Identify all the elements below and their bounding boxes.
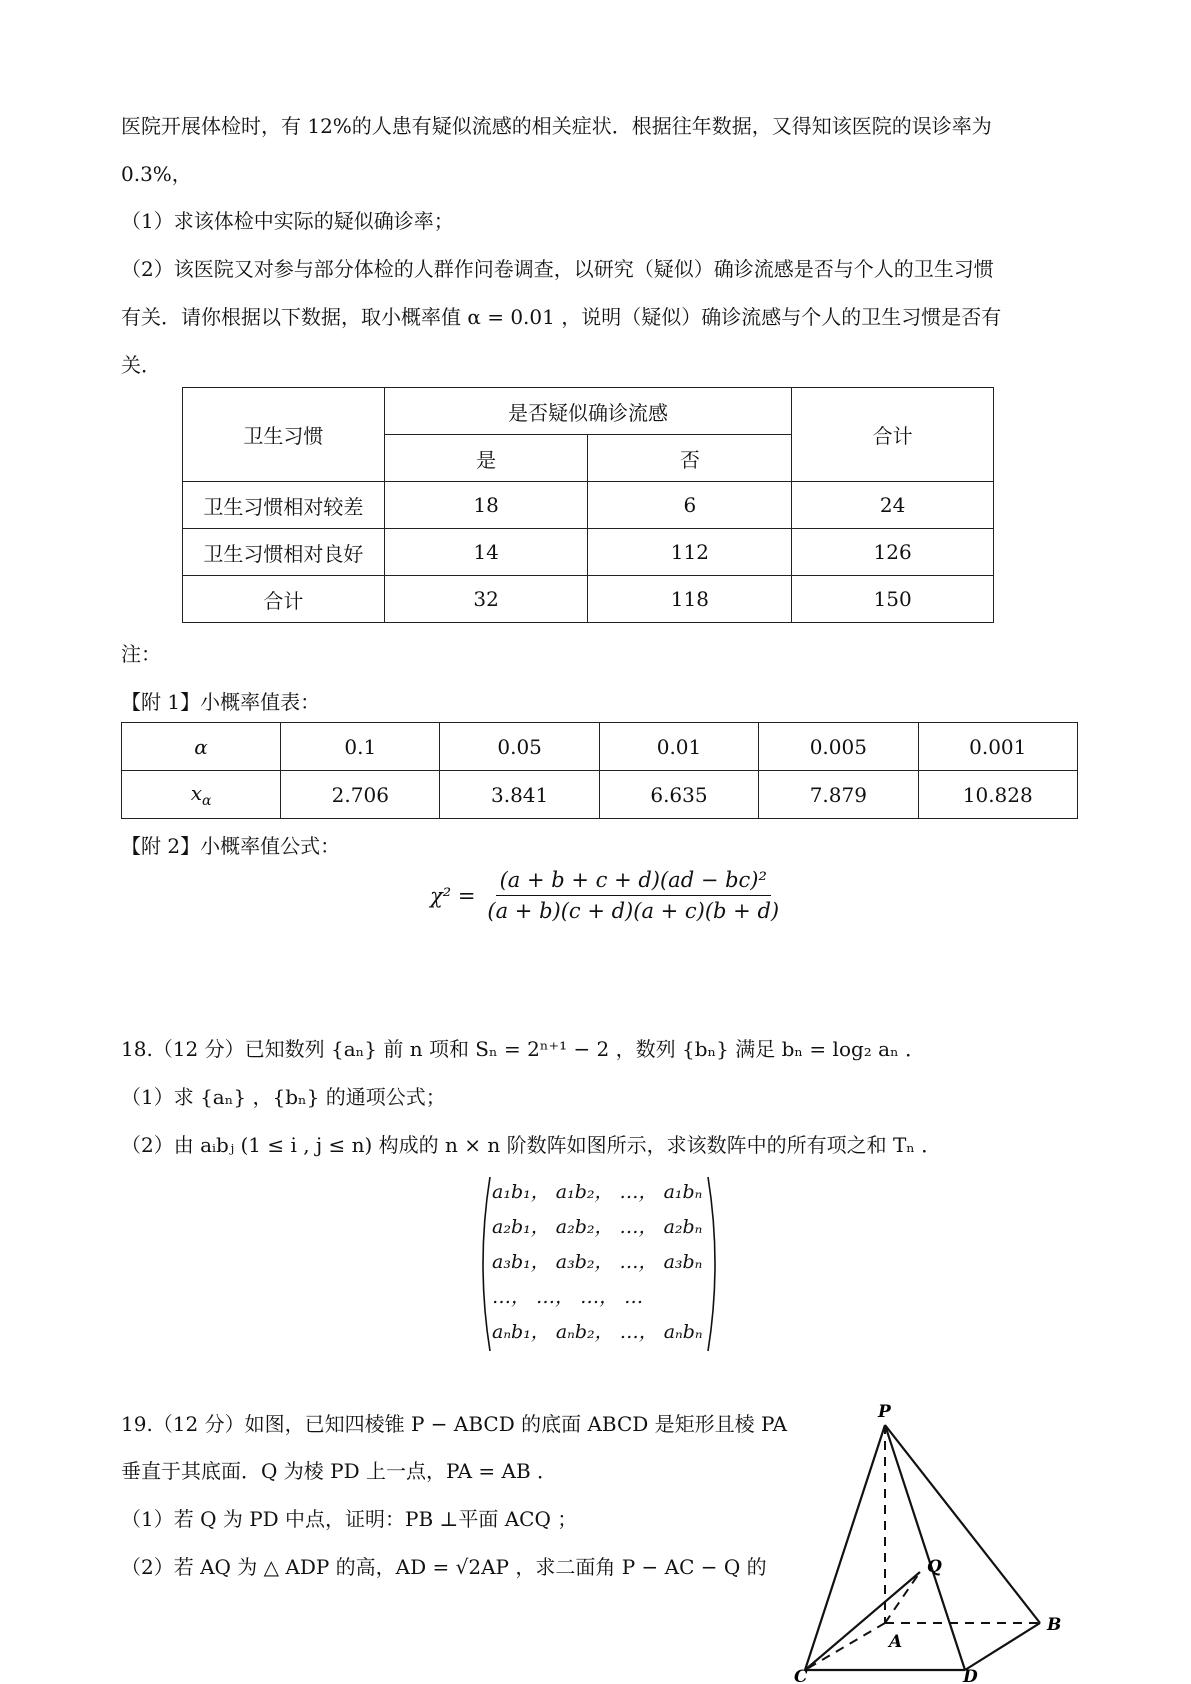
alpha-value: 0.1 [281, 723, 440, 771]
cell-no: 112 [588, 529, 792, 576]
segment-cq [805, 1572, 920, 1670]
label-p: P [878, 1402, 891, 1422]
edge-pb [885, 1425, 1040, 1623]
row-header: 卫生习惯 [183, 388, 385, 482]
question-2-line-2: 有关．请你根据以下数据，取小概率值 α = 0.01 ，说明（疑似）确诊流感与个人的卫生习惯是否有 [121, 305, 1002, 329]
matrix-rows [492, 1175, 706, 1350]
label-q: Q [927, 1557, 942, 1577]
alpha-value: 0.01 [599, 723, 758, 771]
table-row [183, 576, 994, 623]
alpha-label: α [122, 723, 281, 771]
problem-18-q2: （2）由 aᵢbⱼ (1 ≤ i , j ≤ n) 构成的 n × n 阶数阵如图所示，求该数阵中的所有项之和 Tₙ ． [121, 1133, 942, 1157]
intro-line-2: 0.3%， [121, 162, 192, 186]
question-1: （1）求该体检中实际的疑似确诊率； [121, 209, 454, 233]
row-label: 卫生习惯相对良好 [183, 529, 385, 576]
edge-pc [805, 1425, 885, 1670]
problem-19-stem-1: 19.（12 分）如图，已知四棱锥 P − ABCD 的底面 ABCD 是矩形且棱 PA [121, 1412, 788, 1436]
problem-19-stem-2: 垂直于其底面．Q 为棱 PD 上一点，PA = AB ． [121, 1459, 557, 1483]
row-label: 合计 [183, 576, 385, 623]
formula-numerator: (a + b + c + d)(ad − bc)² [496, 868, 771, 896]
contingency-table [182, 387, 994, 623]
matrix-row: aₙb₁， aₙb₂， …， aₙbₙ [492, 1321, 703, 1343]
probability-table [121, 722, 1078, 819]
critical-value: 6.635 [599, 771, 758, 819]
yes-header: 是 [384, 435, 588, 482]
appendix-1-title: 【附 1】小概率值表： [121, 690, 321, 714]
edge-db [965, 1623, 1040, 1670]
table-row [183, 529, 994, 576]
note: 注： [121, 642, 161, 666]
cell-total: 126 [792, 529, 994, 576]
cell-yes: 18 [384, 482, 588, 529]
question-2-line-3: 关． [121, 353, 161, 377]
formula-fraction [483, 868, 783, 923]
appendix-2-title: 【附 2】小概率值公式： [121, 834, 341, 858]
alpha-value: 0.005 [759, 723, 918, 771]
label-a: A [889, 1632, 903, 1652]
intro-line-1: 医院开展体检时，有 12%的人患有疑似流感的相关症状．根据往年数据，又得知该医院的误诊率为 [121, 114, 992, 138]
problem-19-q2: （2）若 AQ 为 △ ADP 的高，AD = √2AP ，求二面角 P − AC − Q 的 [121, 1555, 767, 1579]
cell-no: 6 [588, 482, 792, 529]
matrix-row: a₂b₁， a₂b₂， …， a₂bₙ [492, 1216, 703, 1238]
table-row [183, 482, 994, 529]
label-d: D [963, 1667, 978, 1684]
cell-total: 150 [792, 576, 994, 623]
cell-yes: 14 [384, 529, 588, 576]
x-subscript: α [201, 792, 212, 809]
cell-no: 118 [588, 576, 792, 623]
formula-denominator: (a + b)(c + d)(a + c)(b + d) [487, 899, 780, 923]
formula-lhs: χ² = [430, 883, 476, 908]
matrix-row: …， …， …， … [492, 1286, 644, 1308]
pyramid-diagram [790, 1395, 1070, 1684]
problem-18-stem: 18.（12 分）已知数列 {aₙ} 前 n 项和 Sₙ = 2ⁿ⁺¹ − 2 ，数列 {bₙ} 满足 bₙ = log₂ aₙ ． [121, 1037, 926, 1061]
alpha-value: 0.001 [918, 723, 1078, 771]
x-symbol: x [190, 780, 202, 805]
product-matrix [476, 1175, 722, 1353]
x-alpha-label [122, 771, 281, 819]
problem-19-q1: （1）若 Q 为 PD 中点，证明：PB ⊥平面 ACQ ； [121, 1507, 578, 1531]
critical-value: 10.828 [918, 771, 1078, 819]
total-header: 合计 [792, 388, 994, 482]
row-label: 卫生习惯相对较差 [183, 482, 385, 529]
label-c: C [794, 1667, 808, 1684]
critical-value: 2.706 [281, 771, 440, 819]
alpha-value: 0.05 [440, 723, 599, 771]
question-2-line-1: （2）该医院又对参与部分体检的人群作问卷调查，以研究（疑似）确诊流感是否与个人的卫生习惯 [121, 257, 994, 281]
critical-value: 7.879 [759, 771, 918, 819]
cell-yes: 32 [384, 576, 588, 623]
critical-value: 3.841 [440, 771, 599, 819]
problem-18-q1: （1）求 {aₙ} ，{bₙ} 的通项公式； [121, 1085, 446, 1109]
no-header: 否 [588, 435, 792, 482]
matrix-row: a₃b₁， a₃b₂， …， a₃bₙ [492, 1251, 703, 1273]
label-b: B [1047, 1615, 1062, 1635]
group-header: 是否疑似确诊流感 [384, 388, 792, 435]
matrix-row: a₁b₁， a₁b₂， …， a₁bₙ [492, 1181, 703, 1203]
cell-total: 24 [792, 482, 994, 529]
chi-square-formula [430, 868, 783, 923]
